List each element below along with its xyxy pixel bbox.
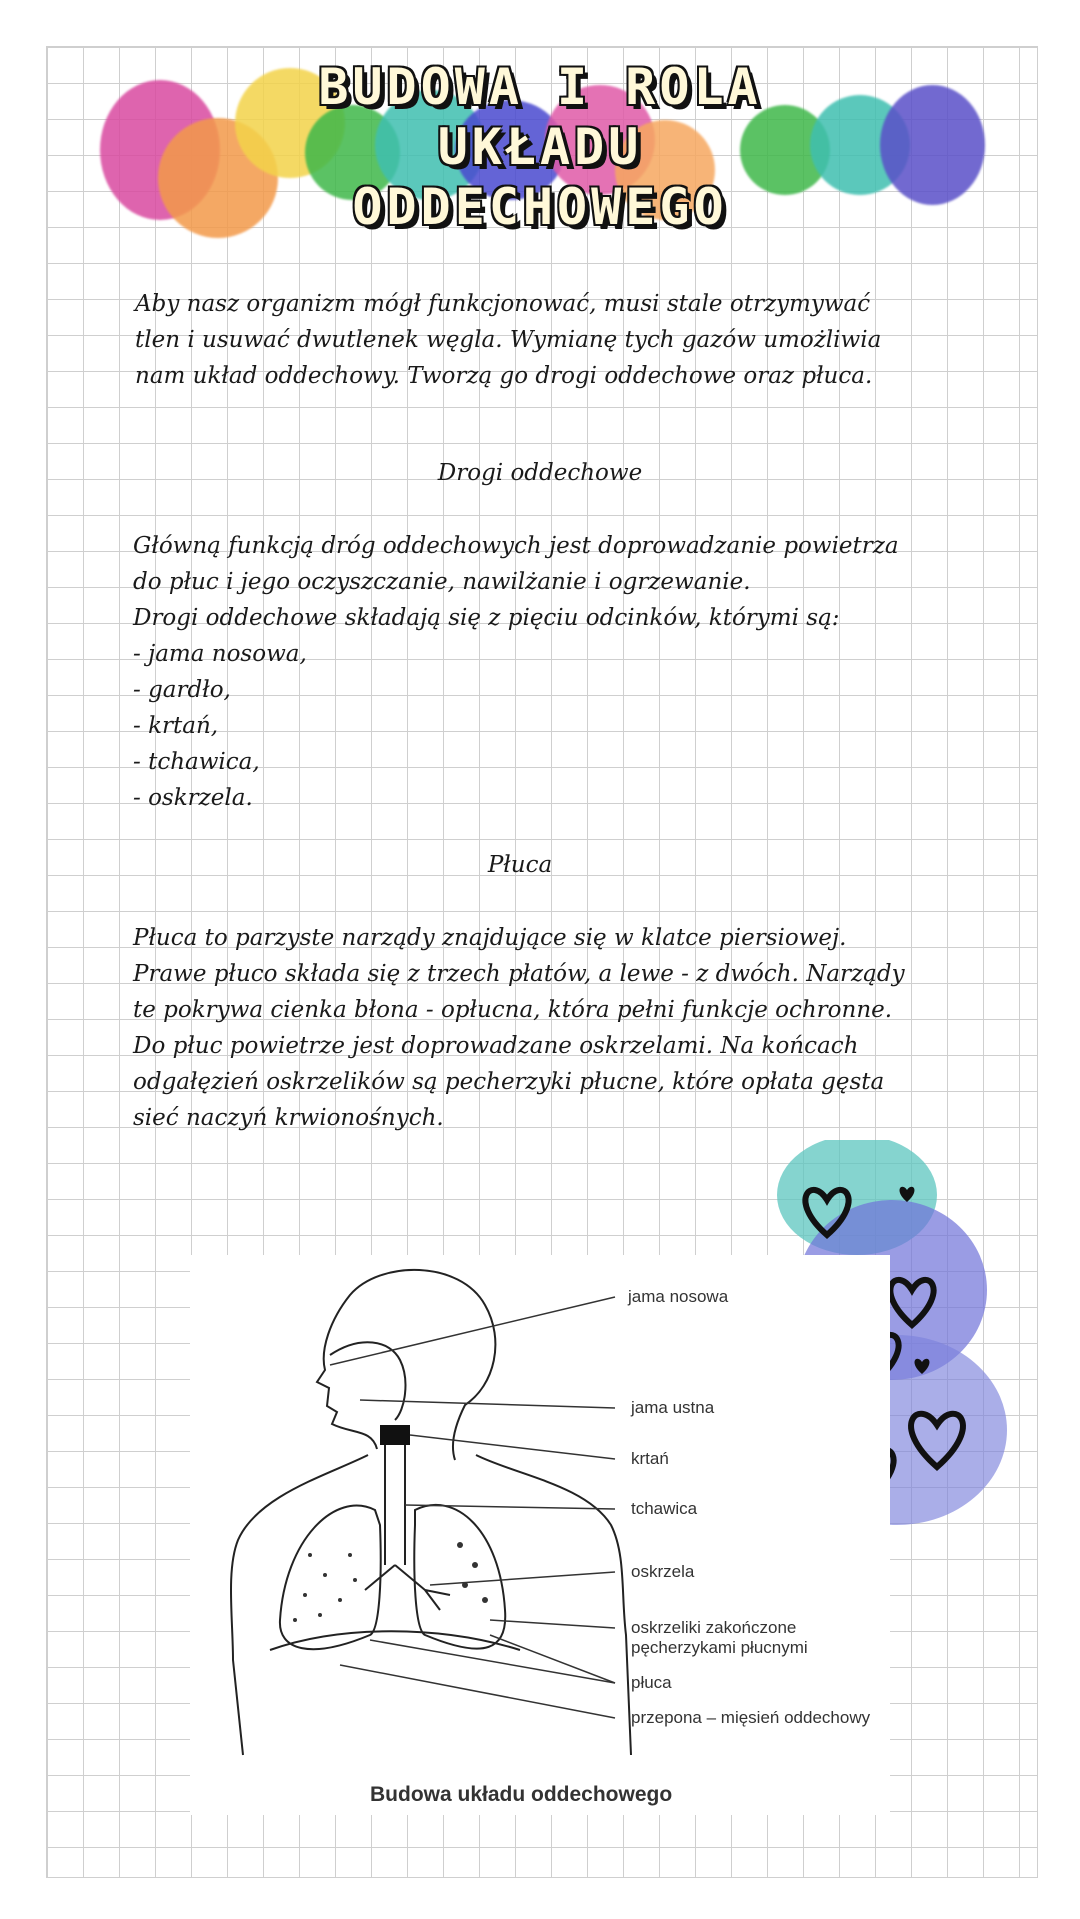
- alveoli-dot: [318, 1613, 322, 1617]
- lungs-line: sieć naczyń krwionośnych.: [133, 1105, 444, 1131]
- leader-line: [490, 1620, 615, 1628]
- intro-line: nam układ oddechowy. Tworzą go drogi oddechowe oraz płuca.: [135, 363, 873, 389]
- label-trachea: tchawica: [631, 1499, 698, 1518]
- lungs-line: odgałęzień oskrzelików są pecherzyki płucne, które opłata gęsta: [133, 1069, 885, 1095]
- lungs-line: Do płuc powietrze jest doprowadzane oskrzelami. Na końcach: [133, 1033, 859, 1059]
- intro-line: tlen i usuwać dwutlenek węgla. Wymianę tych gazów umożliwia: [135, 327, 882, 353]
- label-oral-cavity: jama ustna: [631, 1398, 715, 1417]
- label-bronchi: oskrzela: [631, 1562, 695, 1581]
- leader-line: [405, 1505, 615, 1509]
- trachea: [385, 1435, 405, 1565]
- lungs-paragraph: [133, 920, 993, 1136]
- leader-line: [340, 1665, 615, 1718]
- diagram-caption: Budowa układu oddechowego: [370, 1783, 673, 1806]
- label-diaphragm: przepona – mięsień oddechowy: [631, 1708, 871, 1727]
- leader-line: [410, 1435, 615, 1459]
- lungs-line: Płuca to parzyste narządy znajdujące się w klatce piersiowej.: [133, 925, 847, 951]
- airways-list-item: - gardło,: [133, 677, 231, 703]
- alveoli-dot: [338, 1598, 342, 1602]
- lungs-line: Prawe płuco składa się z trzech płatów, a lewe - z dwóch. Narządy: [133, 961, 905, 987]
- airways-list-item: - tchawica,: [133, 749, 260, 775]
- left-lung: [414, 1505, 505, 1649]
- title-line-3: ODDECHOWEGO: [352, 178, 728, 236]
- nasal-cavity: [330, 1342, 405, 1420]
- respiratory-diagram: [190, 1255, 890, 1815]
- intro-paragraph: [135, 286, 975, 394]
- label-bronchioles-line1: oskrzeliki zakończone: [631, 1618, 797, 1637]
- airways-list-item: - krtań,: [133, 713, 219, 739]
- title-line-1: BUDOWA I ROLA: [318, 58, 762, 116]
- airways-paragraph: [133, 528, 973, 816]
- diaphragm: [270, 1631, 520, 1650]
- alveoli-dot: [457, 1542, 463, 1548]
- title-line-2: UKŁADU: [437, 118, 643, 176]
- alveoli-dot: [482, 1597, 488, 1603]
- label-lungs: płuca: [631, 1673, 672, 1692]
- airways-list-item: - oskrzela.: [133, 785, 253, 811]
- alveoli-dot: [303, 1593, 307, 1597]
- leader-line: [430, 1572, 615, 1585]
- lungs-line: te pokrywa cienka błona - opłucna, która pełni funkcje ochronne.: [133, 997, 893, 1023]
- airways-heading: Drogi oddechowe: [437, 460, 643, 486]
- alveoli-dot: [472, 1562, 478, 1568]
- airways-line: do płuc i jego oczyszczanie, nawilżanie i ogrzewanie.: [133, 569, 751, 595]
- intro-line: Aby nasz organizm mógł funkcjonować, musi stale otrzymywać: [135, 291, 871, 317]
- bronchi: [365, 1565, 450, 1610]
- alveoli-dot: [348, 1553, 352, 1557]
- airways-list-item: - jama nosowa,: [133, 641, 307, 667]
- leader-line: [330, 1297, 615, 1365]
- larynx: [380, 1425, 410, 1445]
- respiratory-diagram-drawing: [190, 1255, 890, 1775]
- lungs-heading: Płuca: [487, 852, 553, 878]
- right-lung: [280, 1506, 381, 1650]
- alveoli-dot: [323, 1573, 327, 1577]
- leader-line: [360, 1400, 615, 1408]
- leader-line: [490, 1635, 615, 1683]
- label-bronchioles-line2: pęcherzykami płucnymi: [631, 1638, 808, 1657]
- leader-line: [370, 1640, 615, 1683]
- label-nasal-cavity: jama nosowa: [628, 1287, 729, 1306]
- alveoli-dot: [308, 1553, 312, 1557]
- label-larynx: krtań: [631, 1449, 669, 1468]
- airways-line: Główną funkcją dróg oddechowych jest doprowadzanie powietrza: [133, 533, 899, 559]
- airways-line: Drogi oddechowe składają się z pięciu odcinków, którymi są:: [133, 605, 840, 631]
- alveoli-dot: [353, 1578, 357, 1582]
- alveoli-dot: [293, 1618, 297, 1622]
